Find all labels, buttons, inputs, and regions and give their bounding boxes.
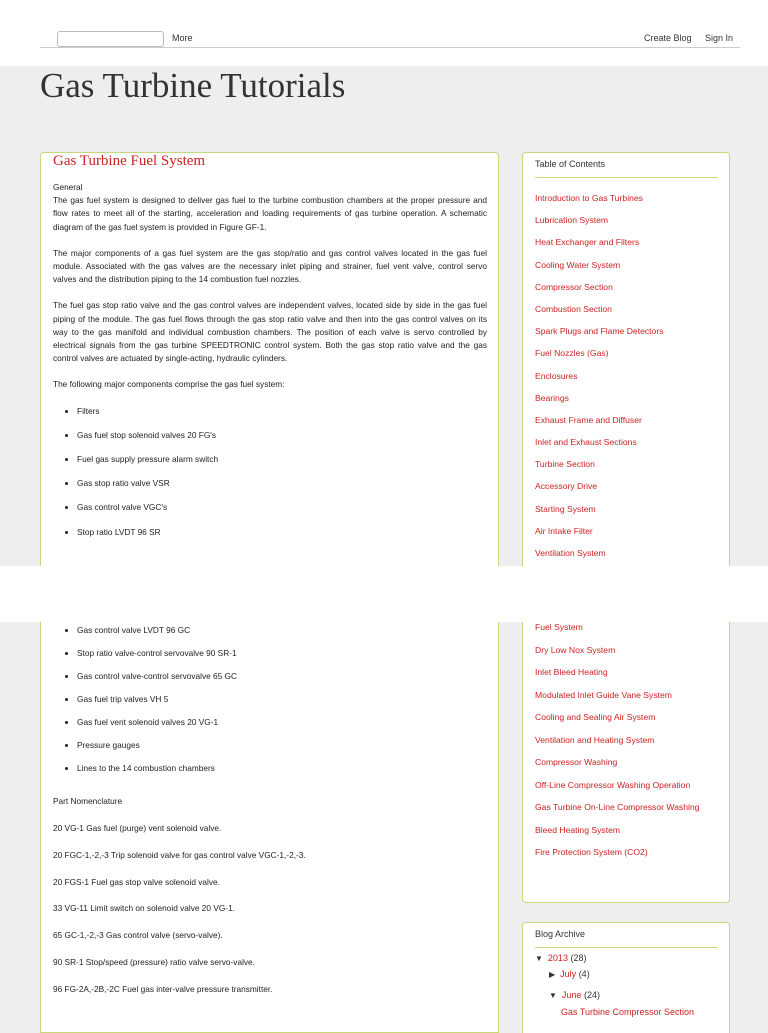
archive-month-count: (4) — [578, 969, 590, 979]
toc-link[interactable]: Introduction to Gas Turbines — [535, 193, 643, 203]
list-item: • Gas control valve VGC's — [77, 501, 487, 514]
toc-list-continued — [535, 622, 720, 870]
archive-divider — [535, 947, 718, 948]
list-item: • Pressure gauges — [77, 739, 487, 752]
search-input[interactable] — [57, 31, 164, 47]
navbar — [0, 0, 768, 66]
post-body — [53, 181, 487, 550]
archive-month-count: (24) — [583, 990, 600, 1000]
toc-link[interactable]: Fuel System — [535, 622, 583, 632]
list-item: • Filters — [77, 405, 487, 418]
archive-panel — [522, 922, 730, 1033]
post-panel-continued — [40, 622, 499, 1033]
toc-link[interactable]: Inlet and Exhaust Sections — [535, 437, 637, 448]
section-heading: General — [53, 182, 83, 192]
list-item: • Stop ratio valve-control servovalve 90 SR-1 — [77, 647, 487, 660]
nomenclature-item: 20 FGC-1,-2,-3 Trip solenoid valve for gas control valve VGC-1,-2,-3. — [53, 849, 306, 860]
paragraph: The major components of a gas fuel system are the gas stop/ratio and gas control valves located in the gas fuel module. Associated with the gas valves are the necessary inlet piping and strainer, fuel vent valve, control servo valves and the distribution piping to the 14 combustion fuel nozzles. — [53, 247, 487, 285]
toc-link[interactable]: Modulated Inlet Guide Vane System — [535, 689, 672, 700]
post-panel — [40, 152, 499, 573]
list-item: • Gas fuel vent solenoid valves 20 VG-1 — [77, 716, 487, 729]
toc-link[interactable]: Gas Turbine On-Line Compressor Washing — [535, 802, 700, 812]
toc-link[interactable]: Dry Low Nox System — [535, 644, 616, 655]
toc-link[interactable]: Starting System — [535, 503, 596, 514]
archive-month-row[interactable] — [549, 990, 600, 1000]
toc-title: Table of Contents — [535, 159, 606, 169]
list-item: • Gas fuel stop solenoid valves 20 FG's — [77, 429, 487, 442]
paragraph: The fuel gas stop ratio valve and the gas control valves are independent valves, located side by side in the gas fuel piping of the module. The gas fuel flows through the gas stop ratio valve and then into the gas control valves on its way to the gas manifold and individual combustion chambers. The position of each valve is servo controlled by electrical signals from the gas turbine SPEEDTRONIC control system. Both the gas stop ratio valve and the gas control valves are actuated by single-acting, hydraulic cylinders. — [53, 300, 487, 364]
archive-post-link[interactable]: Gas Turbine Compressor Section — [561, 1007, 695, 1017]
nomenclature-item: 20 VG-1 Gas fuel (purge) vent solenoid valve. — [53, 823, 222, 833]
toc-link[interactable]: Compressor Section — [535, 281, 613, 292]
post-body-continued — [53, 624, 487, 1010]
archive-year-row[interactable] — [535, 953, 586, 963]
toc-link[interactable]: Fuel Nozzles (Gas) — [535, 348, 609, 359]
post-title[interactable]: Gas Turbine Fuel System — [53, 153, 206, 169]
toc-divider — [535, 177, 718, 178]
toc-link[interactable]: Off-Line Compressor Washing Operation — [535, 779, 691, 790]
list-item: • Fuel gas supply pressure alarm switch — [77, 453, 487, 466]
paragraph: The gas fuel system is designed to deliver gas fuel to the turbine combustion chambers at the proper pressure and flow rates to meet all of the starting, acceleration and loading requirements of gas turbine operation. A schematic diagram of the gas fuel system is provided in Figure GF-1. — [53, 195, 487, 232]
toc-link[interactable]: Heat Exchanger and Filters — [535, 237, 640, 248]
toc-link[interactable]: Accessory Drive — [535, 481, 598, 492]
toc-link[interactable]: Enclosures — [535, 370, 578, 381]
archive-month-row[interactable] — [549, 969, 590, 979]
triangle-down-icon[interactable]: ▼ — [549, 991, 557, 1000]
toc-link[interactable]: Fire Protection System (CO2) — [535, 847, 648, 857]
nomenclature-item: 96 FG-2A,-2B,-2C Fuel gas inter-valve pressure transmitter. — [53, 983, 273, 994]
nomenclature-item: 65 GC-1,-2,-3 Gas control valve (servo-valve). — [53, 930, 223, 941]
paragraph: The following major components comprise the gas fuel system: — [53, 379, 285, 390]
toc-link[interactable]: Ventilation and Heating System — [535, 734, 655, 745]
toc-panel-continued — [522, 622, 730, 903]
triangle-right-icon[interactable]: ▶ — [549, 970, 556, 979]
more-link[interactable]: More — [172, 33, 193, 43]
sign-in-link[interactable]: Sign In — [705, 33, 734, 43]
list-item: • Lines to the 14 combustion chambers — [77, 762, 487, 775]
navbar-divider — [40, 47, 740, 48]
components-list — [53, 405, 487, 539]
toc-link[interactable]: Spark Plugs and Flame Detectors — [535, 326, 664, 337]
toc-link[interactable]: Inlet Bleed Heating — [535, 667, 608, 677]
list-item: • Gas control valve-control servovalve 65 GC — [77, 670, 487, 683]
toc-link[interactable]: Compressor Washing — [535, 757, 618, 767]
list-item: • Gas control valve LVDT 96 GC — [77, 624, 487, 637]
archive-title: Blog Archive — [535, 929, 586, 939]
blog-title[interactable]: Gas Turbine Tutorials — [40, 66, 346, 105]
nomenclature-item: 90 SR-1 Stop/speed (pressure) ratio valve servo-valve. — [53, 956, 255, 967]
triangle-down-icon[interactable]: ▼ — [535, 954, 543, 963]
toc-link[interactable]: Lubrication System — [535, 215, 609, 226]
toc-link[interactable]: Bearings — [535, 392, 569, 403]
toc-link[interactable]: Combustion Section — [535, 303, 612, 314]
toc-link[interactable]: Air Intake Filter — [535, 525, 593, 536]
toc-link[interactable]: Exhaust Frame and Diffuser — [535, 414, 642, 425]
create-blog-link[interactable]: Create Blog — [644, 33, 692, 43]
toc-link[interactable]: Turbine Section — [535, 459, 595, 470]
toc-panel — [522, 152, 730, 573]
archive-month[interactable]: July — [560, 969, 577, 979]
toc-link[interactable]: Cooling and Sealing Air System — [535, 712, 656, 722]
list-item: • Stop ratio LVDT 96 SR — [77, 526, 487, 539]
components-list — [53, 624, 487, 775]
list-item: • Gas fuel trip valves VH 5 — [77, 693, 487, 706]
nomenclature-item: 33 VG-11 Limit switch on solenoid valve 20 VG-1. — [53, 903, 236, 914]
nomenclature-item: 20 FGS-1 Fuel gas stop valve solenoid valve. — [53, 876, 220, 887]
toc-link[interactable]: Bleed Heating System — [535, 824, 621, 835]
toc-list — [535, 193, 720, 570]
toc-link[interactable]: Ventilation System — [535, 548, 606, 558]
blog-header — [0, 66, 768, 156]
archive-month[interactable]: June — [561, 990, 582, 1000]
toc-link[interactable]: Cooling Water System — [535, 259, 621, 270]
nomenclature-heading: Part Nomenclature — [53, 796, 123, 806]
archive-year-count: (28) — [570, 953, 587, 963]
archive-year[interactable]: 2013 — [547, 953, 568, 963]
page-break — [0, 566, 768, 622]
list-item: • Gas stop ratio valve VSR — [77, 477, 487, 490]
